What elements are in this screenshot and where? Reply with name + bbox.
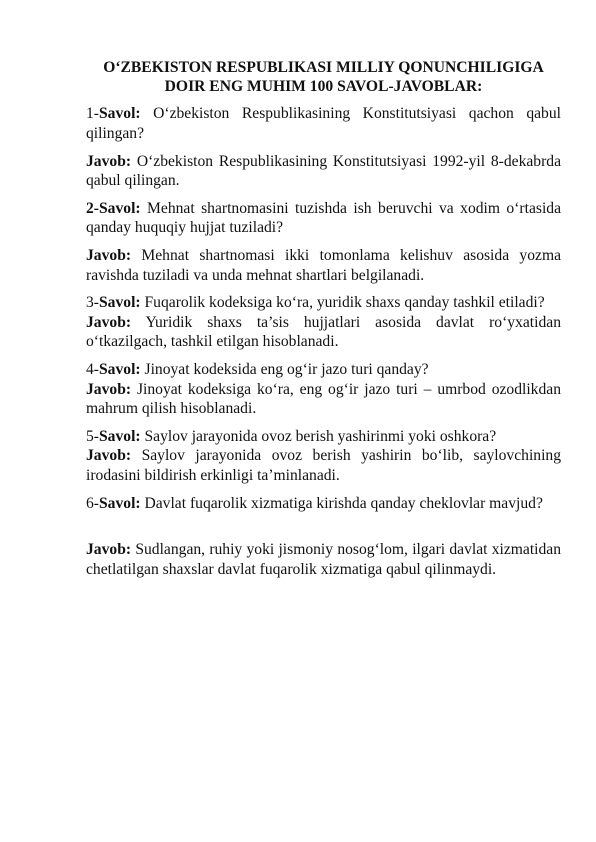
document-title: O‘ZBEKISTON RESPUBLIKASI MILLIY QONUNCHILIGIGA DOIR ENG MUHIM 100 SAVOL-JAVOBLAR:: [103, 59, 544, 96]
question-text: Davlat fuqarolik xizmatiga kirishda qanday cheklovlar mavjud?: [144, 494, 543, 512]
answer-label: Javob:: [86, 447, 132, 465]
answer-text: O‘zbekiston Respublikasining Konstitutsiyasi 1992-yil 8-dekabrda qabul qilingan.: [86, 152, 561, 190]
question-1: [86, 104, 561, 143]
question-label: Savol:: [99, 199, 141, 217]
question-number: 6-: [86, 494, 99, 512]
question-4: [86, 360, 561, 380]
answer-text: Jinoyat kodeksiga ko‘ra, eng og‘ir jazo turi – umrbod ozodlikdan mahrum qilish hisoblanadi.: [86, 380, 561, 418]
question-2: [86, 199, 561, 238]
question-text: Mehnat shartnomasini tuzishda ish beruvchi va xodim o‘rtasida qanday huquqiy hujjat tuziladi?: [86, 199, 561, 237]
question-number: 4-: [86, 360, 99, 378]
question-label: Savol:: [99, 360, 141, 378]
answer-label: Javob:: [86, 313, 132, 331]
question-6: [86, 494, 561, 514]
question-5: [86, 427, 561, 447]
question-text: Fuqarolik kodeksiga ko‘ra, yuridik shaxs qanday tashkil etiladi?: [144, 294, 545, 312]
answer-label: Javob:: [86, 246, 132, 264]
answer-3: [86, 313, 561, 352]
answer-text: Mehnat shartnomasi ikki tomonlama kelishuv asosida yozma ravishda tuziladi va unda mehnat shartlari belgilanadi.: [86, 246, 561, 284]
question-text: Saylov jarayonida ovoz berish yashirinmi yoki oshkora?: [144, 427, 497, 445]
question-number: 1-: [86, 105, 99, 123]
question-3: [86, 293, 561, 313]
answer-text: Yuridik shaxs ta’sis hujjatlari asosida davlat ro‘yxatidan o‘tkazilgach, tashkil etilgan hisoblanadi.: [86, 313, 561, 351]
question-number: 5-: [86, 427, 99, 445]
answer-text: Sudlangan, ruhiy yoki jismoniy nosog‘lom, ilgari davlat xizmatidan chetlatilgan shaxslar davlat fuqarolik xizmatiga qabul qilinmaydi.: [86, 541, 561, 578]
answer-label: Javob:: [86, 380, 132, 398]
answer-label: Javob:: [86, 541, 132, 559]
question-label: Savol:: [99, 494, 141, 512]
answer-2: [86, 246, 561, 285]
question-label: Savol:: [99, 427, 141, 445]
answer-6: [86, 540, 561, 579]
question-text: O‘zbekiston Respublikasining Konstitutsiyasi qachon qabul qilingan?: [86, 105, 561, 142]
question-text: Jinoyat kodeksida eng og‘ir jazo turi qanday?: [144, 360, 429, 378]
question-number: 3-: [86, 294, 99, 312]
question-label: Savol:: [99, 105, 141, 123]
document-page: [86, 58, 561, 587]
answer-5: [86, 446, 561, 485]
answer-label: Javob:: [86, 152, 132, 170]
question-label: Savol:: [99, 294, 141, 312]
question-number: 2-: [86, 199, 99, 217]
answer-4: [86, 380, 561, 419]
answer-1: [86, 152, 561, 191]
answer-text: Saylov jarayonida ovoz berish yashirin bo‘lib, saylovchining irodasini bildirish erkinligi ta’minlanadi.: [86, 447, 562, 484]
